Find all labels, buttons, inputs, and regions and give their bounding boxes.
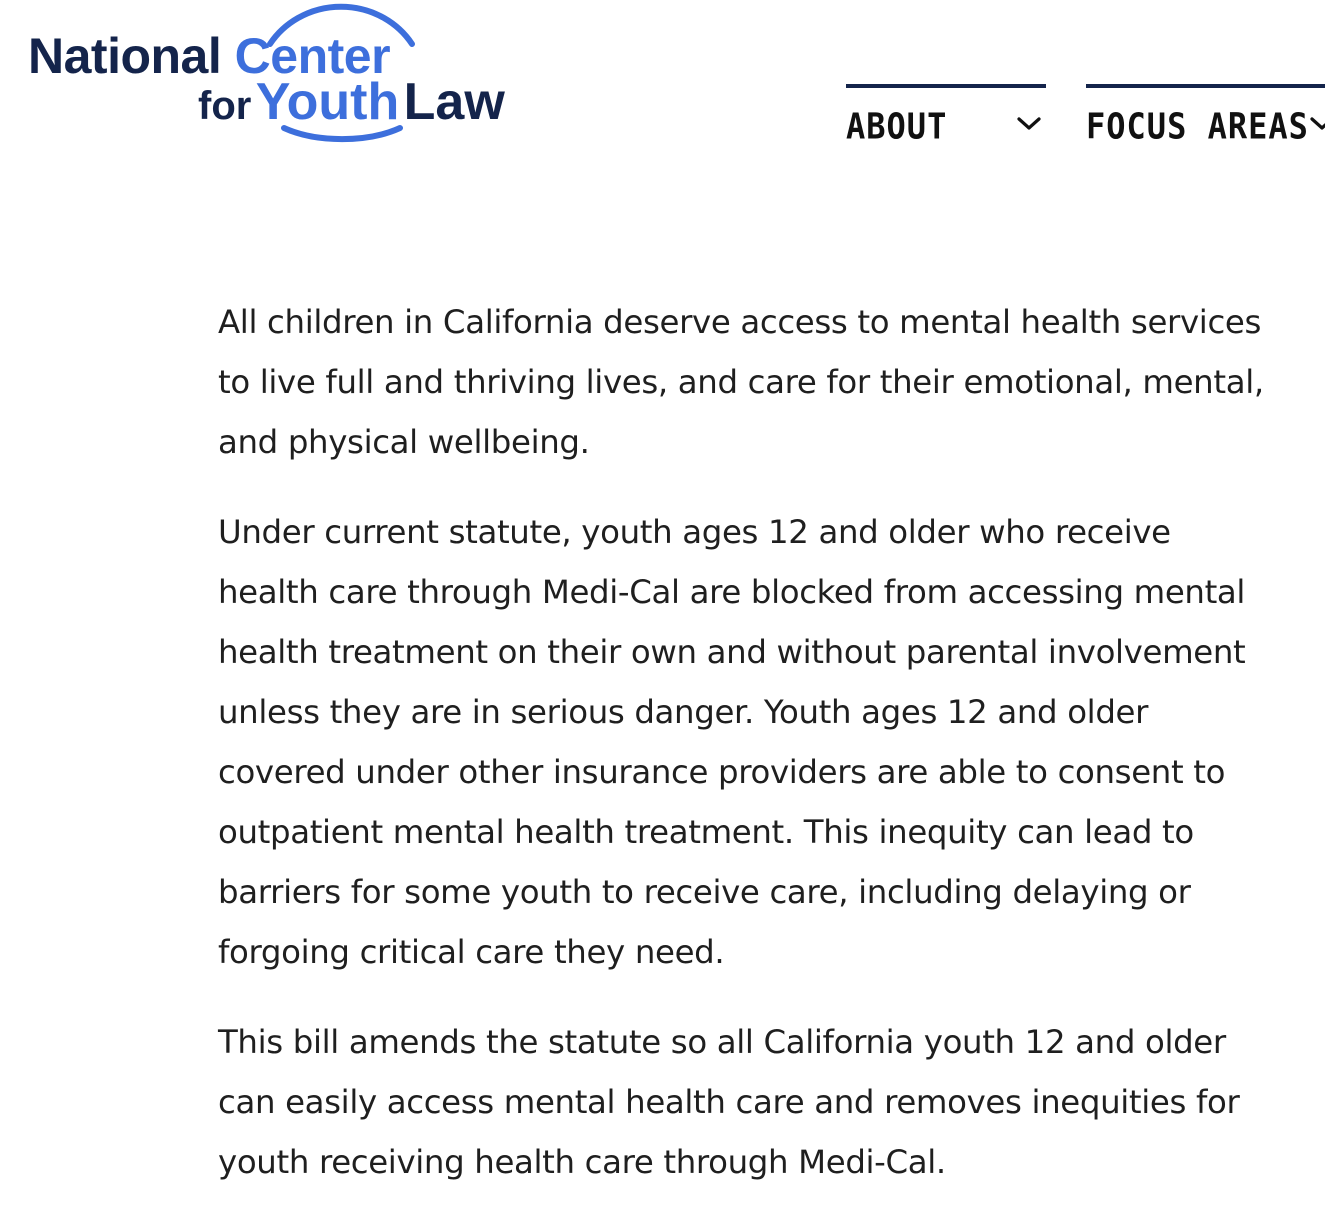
text-line: Under current statute, youth ages 12 and older who receive bbox=[218, 513, 1171, 551]
text-line: can easily access mental health care and removes inequities for bbox=[218, 1083, 1240, 1121]
nav-item-label: ABOUT bbox=[846, 104, 948, 148]
text-line: and physical wellbeing. bbox=[218, 423, 590, 461]
logo-word-youth: Youth bbox=[255, 73, 400, 131]
site-logo[interactable] bbox=[22, 0, 552, 170]
nav-item-label: FOCUS AREAS bbox=[1086, 104, 1309, 148]
paragraph-intro bbox=[218, 292, 1318, 472]
logo-word-national: National bbox=[28, 28, 222, 84]
paragraph-bill-amends bbox=[218, 1012, 1318, 1192]
chevron-down-icon[interactable] bbox=[1016, 115, 1042, 137]
logo-word-center: Center bbox=[234, 28, 391, 84]
text-line: All children in California deserve access to mental health services bbox=[218, 303, 1262, 341]
paragraph-current-statute bbox=[218, 502, 1318, 982]
text-line: outpatient mental health treatment. This inequity can lead to bbox=[218, 813, 1194, 851]
text-line: to live full and thriving lives, and care for their emotional, mental, bbox=[218, 363, 1264, 401]
text-line: unless they are in serious danger. Youth ages 12 and older bbox=[218, 693, 1149, 731]
text-line: forgoing critical care they need. bbox=[218, 933, 725, 971]
text-line: health care through Medi-Cal are blocked from accessing mental bbox=[218, 573, 1246, 611]
nav-item-focus-areas[interactable] bbox=[1086, 84, 1325, 148]
text-line: health treatment on their own and without parental involvement bbox=[218, 633, 1246, 671]
article-body bbox=[218, 292, 1318, 1222]
logo-word-law: Law bbox=[403, 73, 505, 131]
nav-item-about[interactable] bbox=[846, 84, 1046, 148]
logo-line-2 bbox=[198, 72, 505, 145]
text-line: youth receiving health care through Medi-Cal. bbox=[218, 1143, 946, 1181]
chevron-down-icon[interactable] bbox=[1309, 115, 1325, 137]
text-line: barriers for some youth to receive care, including delaying or bbox=[218, 873, 1191, 911]
logo-word-for: for bbox=[198, 84, 252, 128]
text-line: covered under other insurance providers are able to consent to bbox=[218, 753, 1226, 791]
text-line: This bill amends the statute so all California youth 12 and older bbox=[218, 1023, 1226, 1061]
